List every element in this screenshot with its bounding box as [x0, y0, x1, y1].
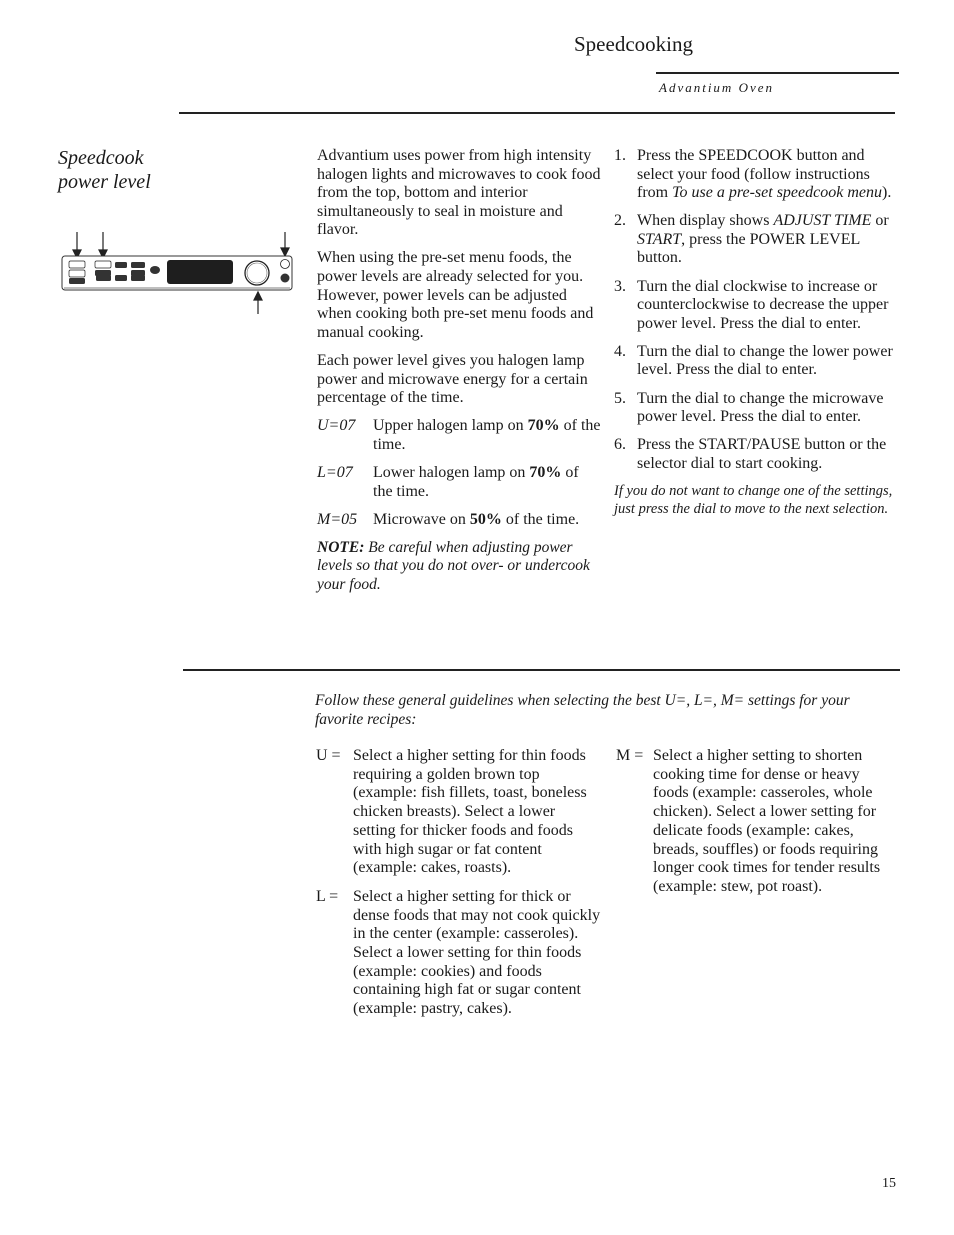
intro-column: [317, 147, 602, 594]
guideline-microwave: M = Select a higher setting to shorten cooking time for dense or heavy foods (example: casseroles, whole chicken). Select a lower setting for delicate foods (example: cakes, breads, souffles) or foods requiring longer cook times for tender results (example: stew, pot roast).: [616, 747, 881, 895]
section-divider-bottom: [183, 669, 900, 671]
power-level-term: L=07: [317, 463, 353, 481]
power-level-lower: [317, 464, 602, 501]
section-title: [58, 146, 151, 194]
page-title: Speedcooking: [574, 32, 693, 56]
intro-paragraph-3: Each power level gives you halogen lamp power and microwave energy for a certain percentage of the time.: [317, 351, 588, 407]
power-level-desc: Upper halogen lamp on 70% of the time.: [373, 417, 601, 453]
step-item: 2. When display shows ADJUST TIME or START, press the POWER LEVEL button.: [614, 212, 889, 267]
note-label: NOTE:: [317, 538, 365, 556]
page-number: 15: [882, 1176, 896, 1191]
power-level-term: M=05: [317, 510, 358, 528]
step-item: 4. Turn the dial to change the lower power level. Press the dial to enter.: [614, 342, 893, 379]
guideline-upper: U = Select a higher setting for thin foods requiring a golden brown top (example: fish fillets, toast, boneless chicken breasts). Select a lower setting for thicker foods and foods with high sugar or fat content (example: cakes, roasts).: [316, 747, 587, 877]
control-panel-illustration: [58, 226, 298, 318]
step-item: 1. Press the SPEEDCOOK button and select your food (follow instructions from To use a pre-set speedcook menu).: [614, 147, 892, 202]
note-text: Be careful when adjusting power levels so that you do not over- or undercook your food.: [317, 538, 590, 593]
tip-text: If you do not want to change one of the settings, just press the dial to move to the next selection.: [614, 482, 893, 517]
power-level-desc: Lower halogen lamp on 70% of the time.: [373, 463, 579, 500]
guidelines-left: [316, 747, 601, 1029]
page-subtitle: Advantium Oven: [659, 80, 775, 95]
guideline-lower: L = Select a higher setting for thick or dense foods that may not cook quickly in the center (example: casseroles). Select a lower setting for thin foods (example: cookies) and foods containing high fat or sugar content (example: pastry, cakes).: [316, 887, 601, 1018]
power-level-upper: [317, 417, 602, 454]
guidelines-intro: Follow these general guidelines when selecting the best U=, L=, M= settings for your favorite recipes:: [315, 692, 850, 728]
section-title-line2: power level: [58, 171, 151, 193]
header-rule: [656, 72, 899, 74]
note: [317, 539, 602, 595]
step-item: 3. Turn the dial clockwise to increase or counterclockwise to decrease the upper power level. Press the dial to enter.: [614, 277, 889, 332]
power-level-desc: Microwave on 50% of the time.: [373, 510, 580, 528]
power-level-microwave: [317, 511, 602, 530]
power-level-term: U=07: [317, 417, 356, 435]
intro-paragraph-1: Advantium uses power from high intensity halogen lights and microwaves to cook food from the top, bottom and interior simultaneously to seal in moisture and flavor.: [317, 147, 601, 239]
step-item: 5. Turn the dial to change the microwave power level. Press the dial to enter.: [614, 389, 884, 426]
section-divider-top: [179, 112, 895, 114]
section-title-line1: Speedcook: [58, 147, 144, 169]
steps-column: [614, 147, 894, 518]
guidelines-right: [616, 747, 896, 907]
intro-paragraph-2: When using the pre-set menu foods, the power levels are already selected for you. However, power levels can be adjusted when cooking both pre-set menu foods and manual cooking.: [317, 249, 594, 341]
step-item: 6. Press the START/PAUSE button or the selector dial to start cooking.: [614, 436, 887, 472]
